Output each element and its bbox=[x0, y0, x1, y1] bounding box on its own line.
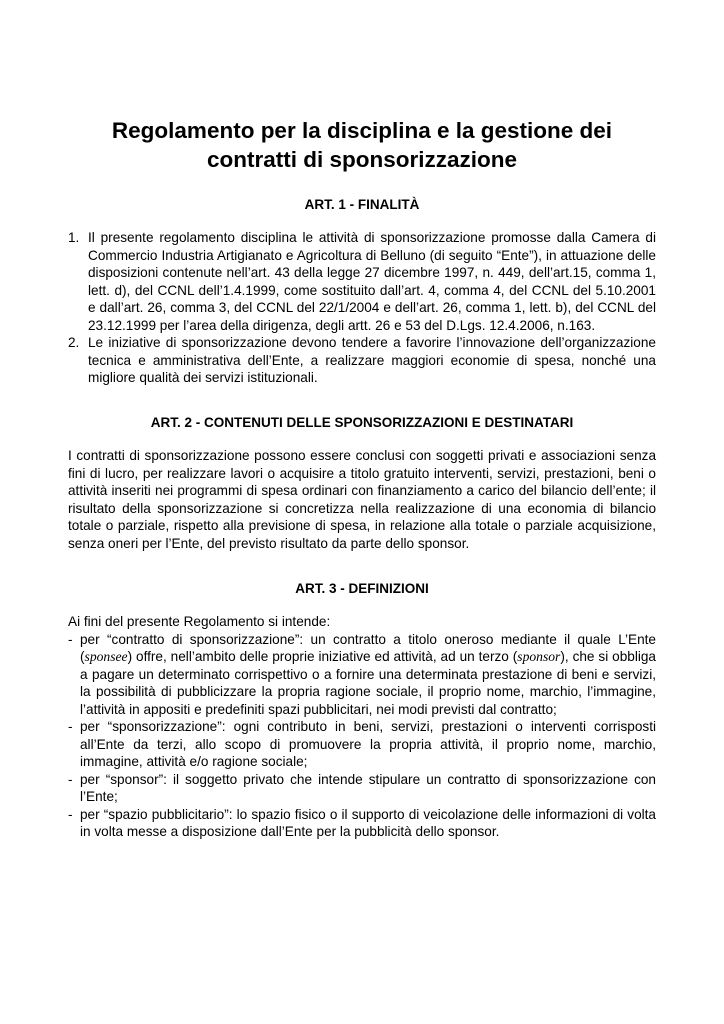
art2-heading: ART. 2 - CONTENUTI DELLE SPONSORIZZAZIONI E DESTINATARI bbox=[150, 415, 574, 430]
art1-item-2-text: Le iniziative di sponsorizzazione devono tendere a favorire l’innovazione dell’organizzazione tecnica e amministrativa dell’Ente, a realizzare maggiori economie di spesa, nonché una migliore qualità dei servizi istituzionali. bbox=[88, 335, 656, 385]
document-title bbox=[68, 116, 656, 174]
definition-text: per “spazio pubblicitario”: lo spazio fisico o il supporto di veicolazione delle informazioni di volta in volta messe a disposizione dall’Ente per la pubblicità dello sponsor. bbox=[80, 806, 656, 839]
definition-dash: - bbox=[68, 806, 73, 822]
art1-heading: ART. 1 - FINALITÀ bbox=[304, 197, 420, 212]
definition-text-part-3: ), che si obbliga a pagare un determinato corrispettivo o a fornire una determinata prestazione di beni e servizi, la possibilità di pubblicizzare la propria ragione sociale, il proprio nome, marchio, l’immagine, l’attività in appositi e predefiniti spazi pubblicitari, nei modi previsti dal contratto; bbox=[80, 649, 656, 717]
definition-sponsor bbox=[68, 771, 656, 806]
definition-contratto-di-sponsorizzazione bbox=[68, 631, 656, 719]
art2-body bbox=[68, 447, 656, 552]
art2-paragraph: I contratti di sponsorizzazione possono essere conclusi con soggetti privati e associazioni senza fini di lucro, per realizzare lavori o acquisire a titolo gratuito interventi, servizi, prestazioni, beni o attività inseriti nei programmi di spesa ordinari con finanziamento a carico del bilancio dell’ente; il risultato della sponsorizzazione si concretizza nella realizzazione di una economia di bilancio totale o parziale, rispetto alla previsione di spesa, in relazione alla totale o parziale acquisizione, senza oneri per l’Ente, del previsto risultato da parte dello sponsor. bbox=[68, 448, 656, 551]
definition-text bbox=[79, 631, 656, 719]
definition-dash: - bbox=[68, 771, 73, 787]
term-sponsee: sponsee bbox=[84, 649, 128, 664]
document-title-line-1: Regolamento per la disciplina e la gestione dei bbox=[111, 118, 613, 143]
definition-text: per “sponsor”: il soggetto privato che intende stipulare un contratto di sponsorizzazione con l’Ente; bbox=[80, 771, 656, 804]
definition-text-part-2: ) offre, nell’ambito delle proprie iniziative ed attività, ad un terzo ( bbox=[127, 649, 518, 664]
document-title-line-2: contratti di sponsorizzazione bbox=[206, 147, 518, 172]
definition-text-part-1: per “contratto di sponsorizzazione”: un contratto a titolo oneroso mediante il quale L’Ente ( bbox=[80, 631, 656, 664]
term-sponsor: sponsor bbox=[517, 649, 561, 664]
definition-dash: - bbox=[68, 631, 73, 647]
definition-spazio-pubblicitario bbox=[68, 806, 656, 841]
art1-item-1 bbox=[68, 229, 656, 334]
art1-list bbox=[68, 229, 656, 387]
definition-dash: - bbox=[68, 719, 73, 734]
art3-heading: ART. 3 - DEFINIZIONI bbox=[295, 581, 429, 596]
art1-item-2-number: 2. bbox=[68, 335, 80, 350]
definition-text: per “sponsorizzazione”: ogni contributo in beni, servizi, prestazioni o interventi corrisposti all’Ente da terzi, allo scopo di promuovere la propria attività, il proprio nome, marchio, immagine, attività e/o ragione sociale; bbox=[80, 719, 656, 769]
art1-item-1-number: 1. bbox=[68, 230, 80, 245]
art3-body bbox=[68, 613, 656, 841]
definition-sponsorizzazione bbox=[68, 718, 656, 771]
art1-item-2 bbox=[68, 334, 656, 387]
art3-intro: Ai fini del presente Regolamento si intende: bbox=[68, 614, 331, 629]
art1-item-1-text: Il presente regolamento disciplina le attività di sponsorizzazione promosse dalla Camera di Commercio Industria Artigianato e Agricoltura di Belluno (di seguito “Ente”), in attuazione delle disposizioni contenute nell’art. 43 della legge 27 dicembre 1997, n. 449, dell’art.15, comma 1, lett. d), del CCNL dell’1.4.1999, come sostituito dall’art. 4, comma 4, del CCNL del 5.10.2001 e dall’art. 26, comma 3, del CCNL del 22/1/2004 e dell’art. 26, comma 1, lett. b), del CCNL del 23.12.1999 per l’area della dirigenza, degli artt. 26 e 53 del D.Lgs. 12.4.2006, n.163. bbox=[88, 230, 656, 333]
